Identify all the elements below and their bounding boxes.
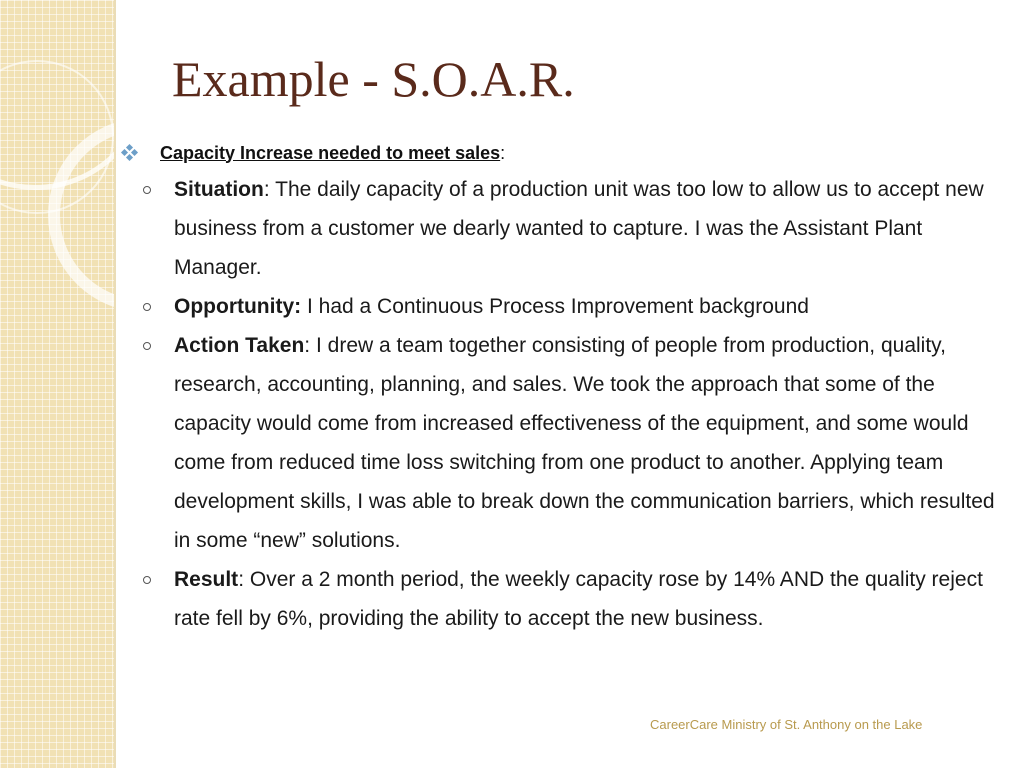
term-situation: Situation — [174, 178, 264, 201]
hollow-circle-icon — [143, 303, 151, 311]
side-divider — [114, 0, 116, 768]
item-text: The daily capacity of a production unit was too low to allow us to accept new business from a customer we dearly wanted to capture. I was the Assistant Plant Manager. — [174, 178, 984, 279]
list-item-result — [138, 560, 1000, 638]
slide-title: Example - S.O.A.R. — [172, 51, 575, 107]
diamond-cluster-icon — [122, 145, 138, 161]
section-heading-text: Capacity Increase needed to meet sales — [160, 142, 501, 163]
hollow-circle-icon — [143, 186, 151, 194]
hollow-circle-icon — [143, 576, 151, 584]
decorative-side-panel — [0, 0, 114, 768]
term-separator: : — [263, 178, 270, 201]
item-text: I had a Continuous Process Improvement background — [301, 295, 809, 318]
list-item-situation — [138, 170, 1000, 287]
section-heading-suffix: : — [500, 142, 506, 163]
soar-bullet-list — [138, 170, 1000, 638]
item-text: Over a 2 month period, the weekly capacity rose by 14% AND the quality reject rate fell by 6%, providing the ability to accept the new business. — [174, 568, 983, 630]
hollow-circle-icon — [143, 342, 151, 350]
list-item-opportunity — [138, 287, 1000, 326]
term-separator: : — [304, 334, 311, 357]
term-separator: : — [238, 568, 245, 591]
term-opportunity: Opportunity: — [174, 295, 302, 318]
slide-footer: CareerCare Ministry of St. Anthony on the Lake — [650, 717, 923, 732]
section-heading — [122, 140, 505, 166]
term-result: Result — [174, 568, 239, 591]
term-action-taken: Action Taken — [174, 334, 305, 357]
item-text: I drew a team together consisting of people from production, quality, research, accounting, planning, and sales. We took the approach that some of the capacity would come from increased effectiveness of the equipment, and some would come from reduced time loss switching from one product to another. Applying team development skills, I was able to break down the communication barriers, which resulted in some “new” solutions. — [174, 334, 995, 552]
list-item-action-taken — [138, 326, 1000, 560]
